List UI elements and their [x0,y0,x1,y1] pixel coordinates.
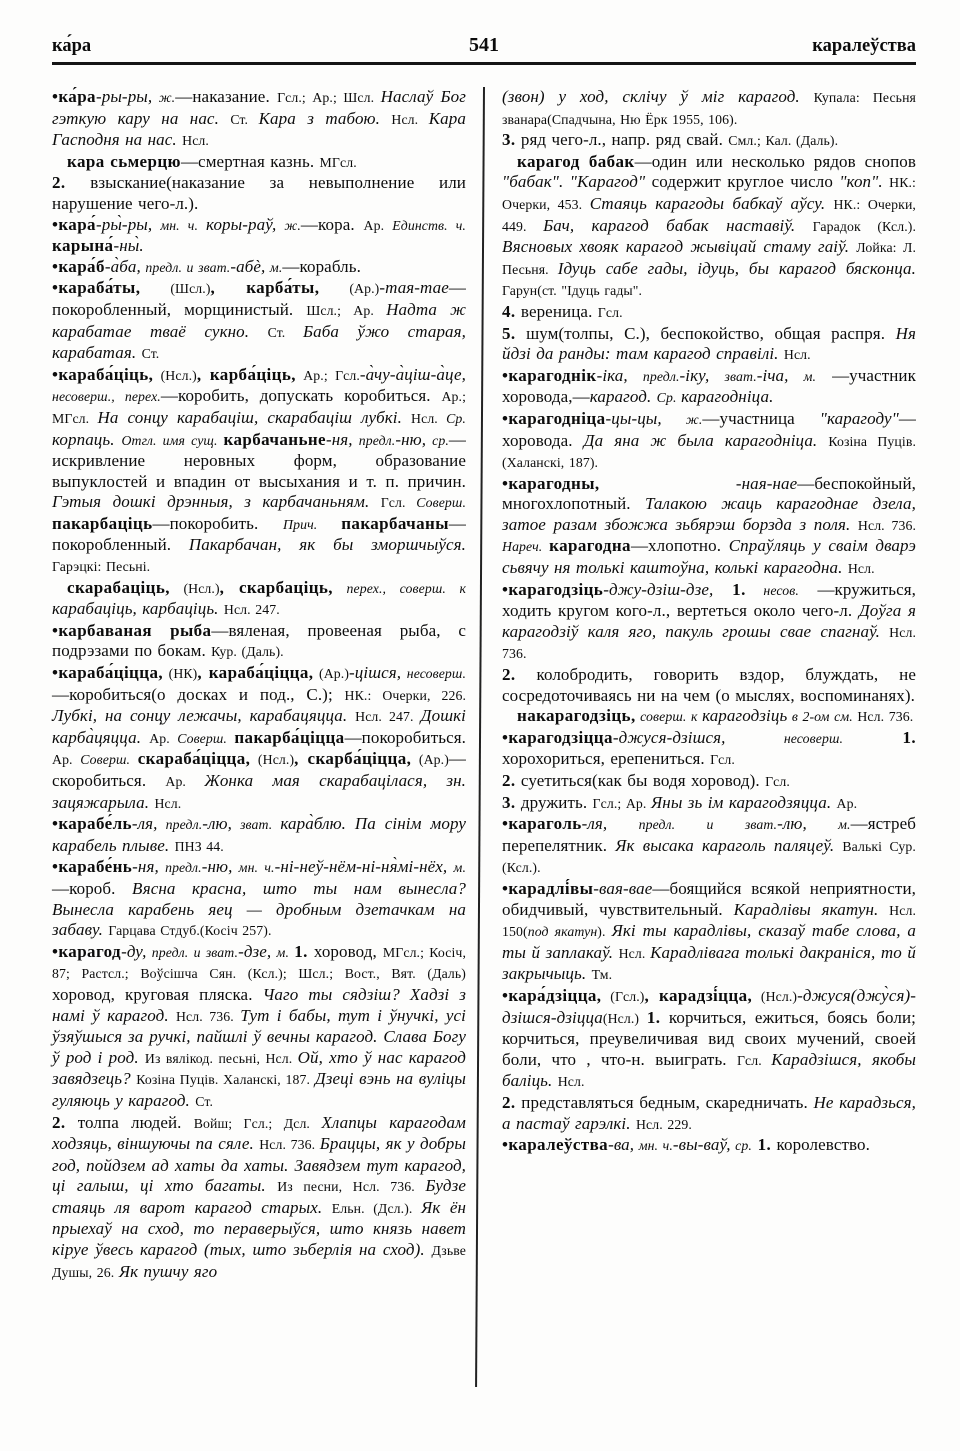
entry-paragraph: 3. дружить. Гсл.; Ар. Яны зь ім карагодзяцца. Ар. [502,792,858,812]
entry-paragraph: 2. представляться бедным, скаредничать. Не карадзься, а пастаў гарэлкі. Нсл. 229. [502,1092,916,1133]
entry-paragraph: •караба́ты, (Шсл.), карба́ты, (Ар.)-тая-тае—покоробленный, морщинистый. Шсл.; Ар. Надта ж карабатае тваё сукно. Ст. Баба ўжо старая, карабатая. Ст. [52,278,467,363]
entry-paragraph: (звон) у ход, склічу ў міг карагод. Купала: Песьня званара(Спадчына, Ню Ёрк 1955, 106). [502,87,916,127]
entry-paragraph: кара сьмерцю—смертная казнь. МГсл. [67,151,357,171]
entry-paragraph: 2. толпа людей. Войш; Гсл.; Дсл. Хлапцы карагодам ходзяць, віншуючы па сяле. Нсл. 736. Браццы, як у добры год, пойдзем ад хаты да хаты. Завядзем тут карагод, ці галыш, ці хто багаты. Из песни, Нсл. 736. Будзе стаяць ля варот карагод старых. Ельн. (Дсл.). Як ён прыехаў на сход, то пераверыўся, што князь навет кіруе ўвесь карагод (тых, што зьберлія на сход). Дзьве Душы, 26. Як пушчу яго [52,1112,466,1281]
entry-paragraph: 3. ряд чего-л., напр. ряд свай. Смл.; Кал. (Даль). [502,130,839,150]
text-columns [52,87,916,1387]
entry-paragraph: 4. вереница. Гсл. [502,301,623,321]
entry-paragraph: карагод бабак—один или несколько рядов снопов "бабак". "Карагод" содержит круглое число "коп". НК.: Очерки, 453. Стаяць карагоды бабкаў аўсу. НК.: Очерки, 449. Бач, карагод бабак наставіў. Гарадок (Ксл.). Вясновых хвояк карагод жывіцай стаму гаіў. Лойка: Л. Песьня. Ідуць сабе гады, ідуць, бы карагод бясконца. Гарун(ст. "Ідуць гады". [502,151,916,299]
entry-paragraph: •карагод-ду, предл. и зват.-дзе, м. 1. хоровод, МГсл.; Косіч, 87; Растсл.; Воўсішча Сян. (Ксл.); Шсл.; Вост., Вят. (Даль) хоровод, круговая пляска. Чаго ты сядзіш? Хадзі з намі ў карагод. Нсл. 736. Тут і бабы, тут і ўнучкі, усі ўзяўшыся за ручкі, пайшлі ў вечны карагод. Слава Богу ў род і род. Из вялікод. песьні, Нсл. Ой, хто ў нас карагод завядзець? Козіна Пуців. Халанскі, 187. Дзеці вэнь на вуліцы гуляюць у карагод. Ст. [52,941,467,1110]
header-left-headword: ка́ра [52,36,92,56]
entry-paragraph: накарагодзіць, соверш. к карагодзіць в 2-ом см. Нсл. 736. [517,706,914,726]
entry-paragraph: •кара́б-а̀ба, предл. и зват.-абѐ, м.—корабль. [52,256,361,276]
page-header [52,34,916,57]
entry-paragraph: •ка́ра-ры-ры, ж.—наказание. Гсл.; Ар.; Шсл. Наслаў Бог гэткую кару на нас. Ст. Кара з табою. Нсл. Кара Гасподня на нас. Нсл. [52,87,466,150]
entry-paragraph: •караба́ціцца, (НК), караба́ціцца, (Ар.)-цішся, несоверш.—коробиться(о досках и под., С.); НК.: Очерки, 226. Лубкі, на сонцу лежачы, карабацяцца. Нсл. 247. Дошкі карба̀цяцца. Ар. Соверш. пакарба́ціцца—покоробиться. Ар. Соверш. скараба́ціцца, (Нсл.), скарба́ціцца, (Ар.)—скоробиться. Ар. Жонка мая скарабацілася, зн. зацяжарыла. Нсл. [52,663,466,812]
header-rule [52,62,916,65]
entry-paragraph: •карабе́нь-ня, предл.-ню, мн. ч.-ні-неў-нём-ні-ня̀мі-нёх, м.—короб. Вясна красна, што ты нам вынесла? Вынесла карабень яец — дробным дзетачкам на забаву. Гарцава Стдуб.(Косіч 257). [52,857,466,940]
column-gap [466,87,502,1387]
entry-paragraph: •карагодзіць-джу-дзіш-дзе, 1. несов. —кружиться, ходить кругом кого-л., вертеться около чего-л. Доўга я карагодзіў каля яго, пакуль грошы свае спагнаў. Нсл. 736. [502,579,917,662]
page-number: 541 [469,34,499,56]
entry-paragraph: 5. шум(толпы, С.), беспокойство, общая распря. Ня йдзі да ранды: там карагод справілі. Нсл. [502,323,916,364]
entry-paragraph: •карагодзіцца-джуся-дзішся, несоверш. 1. хорохориться, ерепениться. Гсл. [502,727,916,769]
entry-paragraph: •карадлі́вы-вая-вае—боящийся всякой неприятности, обидчивый, чувствительный. Карадлівы якатун. Нсл. 150(под якатун). Які ты карадлівы, сказаў табе слова, а ты й заплакаў. Нсл. Карадлівага толькі дакраніся, то й закрычыць. Тм. [502,878,917,984]
entry-paragraph: •карагодны, -ная-нае—беспокойный, многохлопотный. Талакою жаць карагоднае дзела, затое разам збожжа зьбярэш борзда з поля. Нсл. 736. Нареч. карагодна—хлопотно. Спраўляць у сваім дварэ сьвячу ня толькі каштоўна, колькі карагодна. Нсл. [502,473,917,578]
entry-paragraph: •каралеўства-ва, мн. ч.-вы-ваў, ср. 1. королевство. [502,1135,870,1155]
entry-paragraph: •караба́ціць, (Нсл.), карба́ціць, Ар.; Гсл.-а̀чу-а̀ціш-а̀це, несоверш., перех.—коробить, допускать коробиться. Ар.; МГсл. На сонцу карабаціш, скарабаціш лубкі. Нсл. Ср. корпаць. Отгл. имя сущ. карбачаньне-ня, предл.-ню, ср.—искривление неровных форм, образование выпуклостей и впадин от высыхания и т. п. причин. Гэтыя дошкі дрэнныя, з карбачаньням. Гсл. Соверш. пакарбаціць—покоробить. Прич. пакарбачаны—покоробленный. Пакарбачан, як бы зморшчыўся. Гарэцкі: Песьні. [52,364,467,575]
entry-paragraph: 2. колобродить, говорить вздор, блуждать, не сосредоточиваясь ни на чем (о мыслях, воспоминанях). [502,665,916,705]
entry-paragraph: 2. взыскание(наказание за невыполнение или нарушение чего-л.). [52,173,466,213]
left-column [52,87,466,1387]
entry-paragraph: •карагоднік-іка, предл.-іку, зват.-іча, м. —участник хоровода,—карагод. Ср. карагодніца. [502,365,916,407]
entry-paragraph: •карабе́ль-ля, предл.-лю, зват. кара̀блю. Па сінім мору карабель плыве. ПНЗ 44. [52,814,467,855]
entry-paragraph: скарабаціць, (Нсл.), скарбаціць, перех., соверш. к карабаціць, карбаціць. Нсл. 247. [52,577,466,619]
entry-paragraph: •карбаваная рыба—вяленая, провееная рыба, с подрэзами по бокам. Кур. (Даль). [52,620,466,661]
entry-paragraph: 2. суетиться(как бы водя хоровод). Гсл. [502,771,790,790]
entry-paragraph: •караголь-ля, предл. и зват.-лю, м.—ястреб перепелятник. Як высака караголь паляцеў. Валькі Сур.(Ксл.). [502,814,916,876]
entry-paragraph: •кара́дзіцца, (Гсл.), карадзі́цца, (Нсл.)-джуся(джу̀ся)-дзішся-дзіцца(Нсл.) 1. корчиться, ежиться, боясь боли; корчиться, преувеличивая вид своих мучений, своей боли, что , что-н. выиграть. Гсл. Карадзішся, якобы баліць. Нсл. [502,985,917,1091]
entry-paragraph: •карагодніца-цы-цы, ж.—участница "карагоду"—хоровода. Да яна ж была карагодніца. Козіна Пуців.(Халанскі, 187). [502,408,917,471]
entry-paragraph: •кара́-ры̀-ры, мн. ч. коры-раў, ж.—кора. Ар. Единств. ч. карына́-ны̀. [52,214,466,256]
right-column [502,87,916,1387]
header-right-headword: каралеўства [812,36,916,56]
column-divider [475,87,484,1387]
